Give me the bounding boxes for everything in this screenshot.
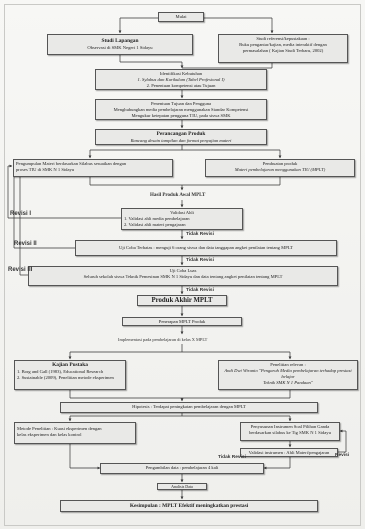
- instrument-box: [240, 422, 340, 441]
- wide-trial-line: Seluruh sekolah siswa Teknik Pemesinan SMK N 1 Sidayu dan data tentang angket penilaian tentang MPLT: [83, 273, 283, 279]
- relevant-research-box: [218, 360, 358, 390]
- validation-title: Validasi Ahli: [170, 210, 194, 215]
- literature-study-box: [218, 34, 348, 63]
- material-collection-box: [13, 159, 173, 177]
- limited-trial-text: Uji Coba Terbatas : menguji 6 orang siswa dan data tanggapan angket penilaian tentang MPLT: [119, 245, 293, 250]
- instrument-line-1: Penyusunan Instrumen Soal Pilihan Ganda: [250, 424, 330, 429]
- expert-validation-box: [121, 208, 243, 230]
- goal-user-box: [95, 99, 267, 120]
- data-collection-label: Pengambilan data : pembelajaran 4 kali: [145, 465, 219, 470]
- no-revision-4-label: Tidak Revisi: [218, 455, 246, 460]
- theory-title: Kajian Pustaka: [52, 362, 88, 368]
- theory-item-2: 2. Sustainable (2009), Penelitian metode eksperimen: [17, 374, 114, 380]
- instrument-validation-box: [240, 448, 338, 457]
- theory-item-1: 1. Borg and Gall (1983), Educational Research: [17, 369, 104, 375]
- field-study-box: [47, 34, 193, 55]
- no-revision-2-label: Tidak Revisi: [186, 258, 214, 263]
- method-line-2: kelas eksperimen dan kelas kontrol: [17, 431, 82, 437]
- product-design-box: [95, 129, 267, 145]
- revision-2-label: Revisi II: [14, 241, 37, 247]
- conclusion-box: [60, 500, 318, 512]
- goal-line-1: Penentuan Tujuan dan Pengguna: [150, 101, 212, 106]
- wide-trial-box: [28, 266, 338, 286]
- literature-line-3: permasalahan ( Kajian Studi Terbaru, 2002): [242, 47, 324, 53]
- instrument-validation-label: Validasi instrumen : Ahli Materi/pengajaran: [248, 450, 330, 455]
- data-collection-box: [100, 463, 264, 474]
- revision-right-label: Revisi: [335, 453, 350, 458]
- product-making-line-1: Pembuatan produk: [262, 161, 298, 166]
- instrument-line-2: berdasarkan silabus ke Tig SMK N 1 Sidayu: [249, 429, 331, 435]
- method-line-1: Metode Penelitian : Kuasi eksperimen dengan: [17, 426, 102, 431]
- no-revision-3-label: Tidak Revisi: [186, 288, 214, 293]
- validation-item-2: 2. Validasi ahli materi pengajaran: [124, 221, 186, 227]
- material-line-1: Pengumpulan Materi berdasarkan Silabus sesuaikan dengan: [16, 161, 127, 166]
- relevant-line-2: Teknik SMK N 1 Pandaan": [263, 379, 313, 385]
- initial-product-label: Hasil Produk Awal MPLT: [150, 193, 206, 198]
- hypothesis-box: [60, 402, 318, 413]
- literature-line-2: Buku pengantar/kajian, media interaktif dengan: [239, 41, 327, 47]
- needs-item-1: 1. Sylabus dan Kurikulum (Tabel Profesional I): [137, 76, 225, 82]
- goal-line-2: Menghubungkan media pembelajaran menggunakan Standar Kompetensi: [113, 106, 249, 112]
- field-study-line: Observasi di SMK Negeri 1 Sidayu: [87, 45, 153, 51]
- product-use-label: Penerapan MPLT Produk: [158, 319, 206, 324]
- wide-trial-title: Uji Coba Luas: [169, 268, 197, 273]
- product-design-title: Perancangan Produk: [156, 131, 206, 137]
- final-product-box: [137, 295, 227, 306]
- relevant-line-1: Andi Dwi Wiranto "Pengaruh Media pembelajaran terhadap prestasi belajar: [224, 367, 352, 379]
- implementation-label: Implementasi pada pembelajaran di kelas X MPLT: [118, 337, 208, 342]
- material-line-2: proses TIU di SMK N 1 Sidayu: [16, 166, 75, 172]
- final-product-label: Produk Akhir MPLT: [151, 297, 213, 304]
- product-making-box: [205, 159, 355, 177]
- goal-line-3: Mengukur ketepatan pengguna TIU, pada siswa SMK: [131, 112, 231, 118]
- hypothesis-label: Hipotesis : Terdapat peningkatan pembelajaran dengan MPLT: [132, 404, 246, 409]
- research-method-box: [14, 422, 136, 444]
- product-use-box: [122, 317, 242, 326]
- product-design-desc: Rancang desain tampilan dan format penyajian materi: [130, 138, 232, 144]
- conclusion-label: Kesimpulan : MPLT Efektif meningkatkan prestasi: [129, 503, 249, 509]
- validation-item-1: 1. Validasi ahli media pembelajaran: [124, 215, 190, 221]
- needs-item-2: 2. Penentuan kompetensi atau Tujuan: [146, 82, 216, 88]
- needs-analysis-box: [95, 69, 267, 90]
- start-node: [158, 12, 204, 22]
- data-analysis-box: [157, 483, 207, 490]
- revision-3-label: Revisi III: [8, 267, 33, 273]
- limited-trial-box: [75, 240, 337, 256]
- needs-title: Identifikasi Kebutuhan: [159, 71, 203, 76]
- no-revision-1-label: Tidak Revisi: [186, 232, 214, 237]
- literature-review-box: [14, 360, 126, 390]
- relevant-title: Penelitian relevan :: [270, 362, 306, 367]
- revision-1-label: Revisi I: [10, 211, 32, 217]
- product-making-line-2: Materi pembelajaran menggunakan TIU (MPLT): [234, 166, 326, 172]
- start-label: Mulai: [175, 14, 187, 19]
- field-study-title: Studi Lapangan: [101, 38, 139, 44]
- literature-line-1: Studi referensi/kepustakaan :: [256, 36, 310, 41]
- data-analysis-label: Analisis Data: [171, 484, 193, 489]
